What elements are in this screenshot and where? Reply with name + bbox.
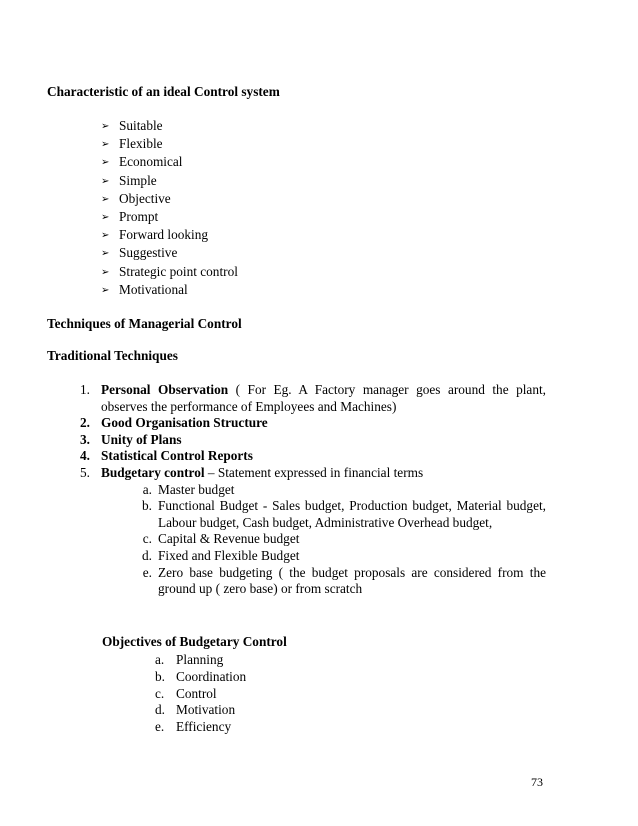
arrow-bullet-icon: ➢ [101, 284, 110, 296]
list-item: c. Capital & Revenue budget [142, 531, 300, 547]
list-item: e. Zero base budgeting ( the budget proposals are considered from the ground up ( zero base) or from scratch [142, 564, 546, 597]
characteristics-list [101, 117, 238, 299]
heading-managerial-control: Techniques of Managerial Control [47, 316, 242, 331]
traditional-techniques-list [80, 382, 546, 598]
arrow-bullet-icon: ➢ [101, 211, 110, 223]
list-item: d. Fixed and Flexible Budget [142, 547, 300, 563]
budgetary-objectives-list [155, 652, 246, 736]
list-item: ➢ Objective [101, 190, 238, 208]
list-item: ➢ Forward looking [101, 226, 238, 244]
heading-traditional-techniques: Traditional Techniques [47, 348, 178, 363]
list-item: c. Control [155, 685, 217, 701]
list-item: 4. Statistical Control Reports [80, 448, 253, 464]
list-item: d. Motivation [155, 702, 236, 718]
page-number: 73 [531, 775, 543, 789]
arrow-bullet-icon: ➢ [101, 230, 110, 242]
list-item: 3. Unity of Plans [80, 431, 182, 447]
list-item: 5. Budgetary control – Statement expressed in financial terms a. Master budget b. Functional Budget - Sales budget, Production budget, Material budget, Labour budget, Cash budget, Administrative Overhead budget, c. Capital & Revenue budget d. Fixed and Flexible Budget e. Zero base budgeting ( the budget proposals are considered from the ground up ( zero base) or from scratch [80, 464, 546, 597]
heading-budgetary-objectives: Objectives of Budgetary Control [102, 634, 287, 649]
list-item: ➢ Flexible [101, 135, 238, 153]
list-item: 2. Good Organisation Structure [80, 415, 268, 431]
arrow-bullet-icon: ➢ [101, 193, 110, 205]
list-item: 1. Personal Observation ( For Eg. A Factory manager goes around the plant, observes the performance of Employees and Machines) [80, 382, 546, 414]
list-item: b. Functional Budget - Sales budget, Production budget, Material budget, Labour budget, Cash budget, Administrative Overhead budget, [142, 498, 546, 530]
arrow-bullet-icon: ➢ [101, 121, 110, 132]
arrow-bullet-icon: ➢ [101, 175, 110, 187]
list-item: ➢ Motivational [101, 281, 238, 299]
list-item: ➢ Prompt [101, 208, 238, 226]
list-item: ➢ Suitable [101, 117, 238, 135]
list-item: a. Planning [155, 652, 224, 667]
arrow-bullet-icon: ➢ [101, 248, 110, 260]
arrow-bullet-icon: ➢ [101, 266, 110, 278]
heading-characteristics: Characteristic of an ideal Control system [47, 84, 280, 99]
arrow-bullet-icon: ➢ [101, 139, 110, 151]
list-item: e. Efficiency [155, 719, 232, 735]
list-item: ➢ Economical [101, 153, 238, 171]
budget-types-list [123, 482, 546, 598]
list-item: ➢ Strategic point control [101, 263, 238, 281]
list-item: a. Master budget [142, 481, 235, 497]
list-item: ➢ Suggestive [101, 244, 238, 262]
list-item: b. Coordination [155, 668, 247, 684]
arrow-bullet-icon: ➢ [101, 157, 110, 169]
list-item: ➢ Simple [101, 172, 238, 190]
